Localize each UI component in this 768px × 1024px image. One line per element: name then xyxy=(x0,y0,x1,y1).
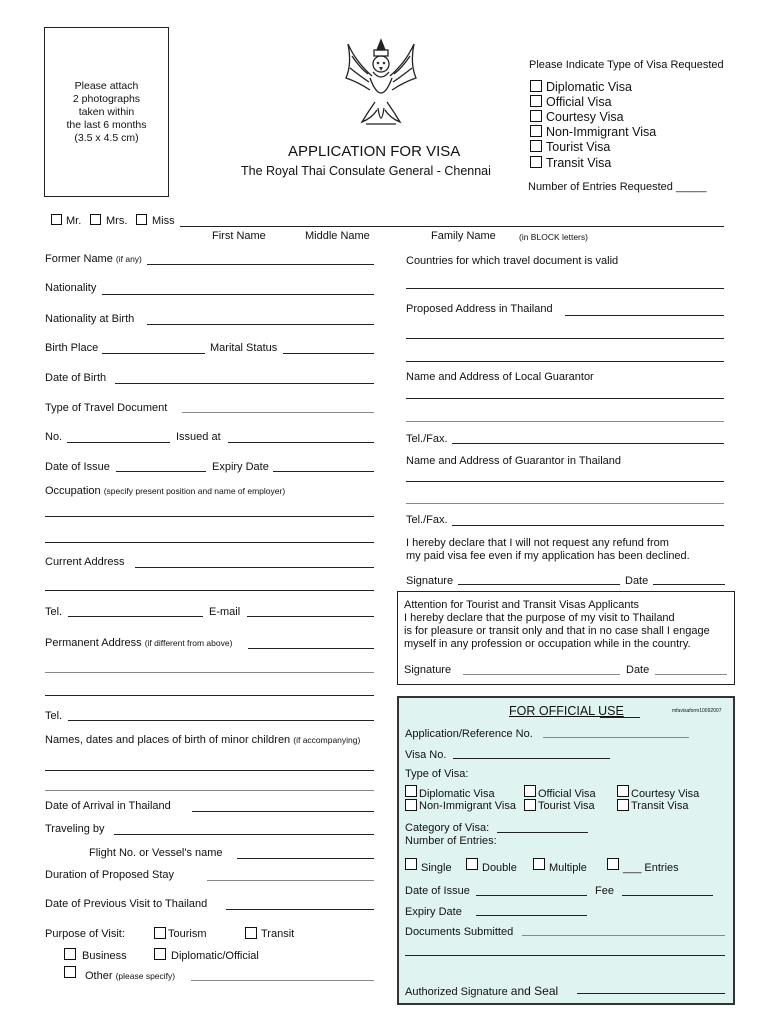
checkbox-other[interactable] xyxy=(64,966,76,978)
checkbox-mrs[interactable] xyxy=(90,214,101,225)
documents-field-1[interactable] xyxy=(522,935,725,936)
single-label: Single xyxy=(421,862,452,874)
option-transit-visa: Transit Visa xyxy=(546,156,612,170)
permanent-address-field-3[interactable] xyxy=(45,695,374,696)
official-checkbox-official[interactable] xyxy=(524,785,536,797)
option-courtesy-visa: Courtesy Visa xyxy=(546,110,624,124)
current-address-field-1[interactable] xyxy=(135,567,374,568)
permanent-address-field-1[interactable] xyxy=(248,648,374,649)
entries-option-label: ___ Entries xyxy=(623,862,679,874)
documents-field-2[interactable] xyxy=(405,955,725,956)
occupation-label: Occupation (specify present position and name of employer) xyxy=(45,485,286,497)
local-guarantor-label: Name and Address of Local Guarantor xyxy=(406,371,594,383)
countries-valid-field[interactable] xyxy=(406,288,724,289)
nationality-field[interactable] xyxy=(102,294,374,295)
checkbox-diplomatic-visa[interactable] xyxy=(530,80,542,92)
guarantor-thailand-field-1[interactable] xyxy=(406,481,724,482)
official-courtesy-label: Courtesy Visa xyxy=(631,788,700,800)
issued-at-label: Issued at xyxy=(176,431,221,443)
tel-field[interactable] xyxy=(68,616,203,617)
date-of-birth-field[interactable] xyxy=(115,383,374,384)
issued-at-field[interactable] xyxy=(228,442,374,443)
other-field[interactable] xyxy=(191,980,374,981)
auth-signature-label: Authorized Signature and Seal xyxy=(405,984,559,998)
purpose-label: Purpose of Visit: xyxy=(45,928,125,940)
category-field[interactable] xyxy=(497,832,588,833)
birth-place-field[interactable] xyxy=(102,353,205,354)
official-checkbox-diplomatic[interactable] xyxy=(405,785,417,797)
flight-no-field[interactable] xyxy=(237,858,374,859)
form-subtitle: The Royal Thai Consulate General - Chennai xyxy=(241,164,491,178)
checkbox-tourism[interactable] xyxy=(154,927,166,939)
date-field[interactable] xyxy=(653,584,725,585)
official-non-immigrant-label: Non-Immigrant Visa xyxy=(419,800,516,812)
official-use-box xyxy=(397,696,735,1005)
marital-status-label: Marital Status xyxy=(210,342,278,354)
former-name-field[interactable] xyxy=(147,264,374,265)
date-of-issue-label: Date of Issue xyxy=(45,461,110,473)
travel-doc-label: Type of Travel Document xyxy=(45,402,168,414)
expiry-date-label: Expiry Date xyxy=(212,461,269,473)
permanent-address-label: Permanent Address (if different from above) xyxy=(45,637,233,649)
option-official-visa: Official Visa xyxy=(546,95,612,109)
checkbox-diplomatic-official[interactable] xyxy=(154,948,166,960)
title-miss: Miss xyxy=(152,215,175,227)
official-date-of-issue-label: Date of Issue xyxy=(405,885,470,897)
previous-visit-field[interactable] xyxy=(226,909,374,910)
occupation-field-1[interactable] xyxy=(45,516,374,517)
attention-signature-field[interactable] xyxy=(463,674,620,675)
fee-label: Fee xyxy=(595,885,614,897)
middle-name-caption: Middle Name xyxy=(305,230,370,242)
telfax1-field[interactable] xyxy=(452,443,724,444)
entries-label: Number of Entries: xyxy=(405,835,497,847)
official-heading-underline xyxy=(600,717,640,718)
checkbox-transit[interactable] xyxy=(245,927,257,939)
date-label: Date xyxy=(625,575,649,587)
reference-no-label: Application/Reference No. xyxy=(405,728,533,740)
birth-place-label: Birth Place xyxy=(45,342,99,354)
attention-date-field[interactable] xyxy=(655,674,727,675)
official-official-label: Official Visa xyxy=(538,788,596,800)
title-mrs: Mrs. xyxy=(106,215,128,227)
official-tourist-label: Tourist Visa xyxy=(538,800,595,812)
guarantor-thailand-label: Name and Address of Guarantor in Thailand xyxy=(406,455,622,467)
attention-line2: is for pleasure or transit only and that in no case shall I engage xyxy=(404,625,710,637)
photo-instructions: Please attach 2 photographs taken within the last 6 months (3.5 x 4.5 cm) xyxy=(66,79,147,144)
attention-heading: Attention for Tourist and Transit Visas Applicants xyxy=(404,599,640,611)
minor-children-label: Names, dates and places of birth of minor children (if accompanying) xyxy=(45,734,361,746)
duration-label: Duration of Proposed Stay xyxy=(45,869,175,881)
official-checkbox-entries[interactable] xyxy=(607,858,619,870)
guarantor-thailand-field-2[interactable] xyxy=(406,503,724,504)
checkbox-non-immigrant-visa[interactable] xyxy=(530,125,542,137)
visa-no-label: Visa No. xyxy=(405,749,447,761)
declaration-line1: I hereby declare that I will not request any refund from xyxy=(406,537,669,549)
proposed-address-field-3[interactable] xyxy=(406,361,724,362)
arrival-date-field[interactable] xyxy=(192,811,374,812)
date-of-birth-label: Date of Birth xyxy=(45,372,107,384)
former-name-label: Former Name (if any) xyxy=(45,253,142,265)
official-expiry-field[interactable] xyxy=(476,915,587,916)
auth-signature-field[interactable] xyxy=(577,993,725,994)
telfax2-label: Tel./Fax. xyxy=(406,514,448,526)
arrival-date-label: Date of Arrival in Thailand xyxy=(45,800,171,812)
local-guarantor-field-1[interactable] xyxy=(406,398,724,399)
traveling-by-field[interactable] xyxy=(114,834,374,835)
previous-visit-label: Date of Previous Visit to Thailand xyxy=(45,898,208,910)
proposed-address-field-1[interactable] xyxy=(565,315,724,316)
multiple-label: Multiple xyxy=(549,862,587,874)
declaration-line2: my paid visa fee even if my application has been declined. xyxy=(406,550,690,562)
official-date-of-issue-field[interactable] xyxy=(476,895,587,896)
traveling-by-label: Traveling by xyxy=(45,823,105,835)
proposed-address-label: Proposed Address in Thailand xyxy=(406,303,553,315)
expiry-date-field[interactable] xyxy=(273,471,374,472)
option-non-immigrant-visa: Non-Immigrant Visa xyxy=(546,125,657,139)
attention-signature-label: Signature xyxy=(404,664,452,676)
official-checkbox-tourist[interactable] xyxy=(524,799,536,811)
current-address-label: Current Address xyxy=(45,556,125,568)
email-field[interactable] xyxy=(247,616,374,617)
official-checkbox-non-immigrant[interactable] xyxy=(405,799,417,811)
diplomatic-official-label: Diplomatic/Official xyxy=(171,950,259,962)
tel2-field[interactable] xyxy=(68,720,374,721)
official-use-heading: FOR OFFICIAL USE xyxy=(509,704,624,718)
duration-field[interactable] xyxy=(207,880,374,881)
category-label: Category of Visa: xyxy=(405,822,490,834)
official-checkbox-courtesy[interactable] xyxy=(617,785,629,797)
name-field[interactable] xyxy=(180,226,724,227)
visa-no-field[interactable] xyxy=(453,758,610,759)
doc-no-label: No. xyxy=(45,431,63,443)
checkbox-tourist-visa[interactable] xyxy=(530,140,542,152)
type-of-visa-label: Type of Visa: xyxy=(405,768,469,780)
option-diplomatic-visa: Diplomatic Visa xyxy=(546,80,632,94)
checkbox-miss[interactable] xyxy=(136,214,147,225)
telfax2-field[interactable] xyxy=(452,525,724,526)
travel-doc-field[interactable] xyxy=(182,412,374,413)
fee-field[interactable] xyxy=(622,895,713,896)
tel-label: Tel. xyxy=(45,606,63,618)
occupation-field-2[interactable] xyxy=(45,542,374,543)
signature-label: Signature xyxy=(406,575,454,587)
signature-field[interactable] xyxy=(458,584,620,585)
garuda-emblem-icon xyxy=(342,38,420,130)
nationality-label: Nationality xyxy=(45,282,97,294)
photo-attachment-box xyxy=(44,27,169,197)
option-tourist-visa: Tourist Visa xyxy=(546,140,611,154)
transit-label: Transit xyxy=(261,928,295,940)
visa-type-heading: Please Indicate Type of Visa Requested xyxy=(529,59,724,71)
title-mr: Mr. xyxy=(66,215,82,227)
official-expiry-label: Expiry Date xyxy=(405,906,462,918)
checkbox-business[interactable] xyxy=(64,948,76,960)
nationality-birth-label: Nationality at Birth xyxy=(45,313,135,325)
telfax1-label: Tel./Fax. xyxy=(406,433,448,445)
current-address-field-2[interactable] xyxy=(45,590,374,591)
official-diplomatic-label: Diplomatic Visa xyxy=(419,788,495,800)
attention-line1: I hereby declare that the purpose of my visit to Thailand xyxy=(404,612,675,624)
minor-children-field-2[interactable] xyxy=(45,790,374,791)
block-letters-note: (in BLOCK letters) xyxy=(519,232,588,242)
official-transit-label: Transit Visa xyxy=(631,800,689,812)
local-guarantor-field-2[interactable] xyxy=(406,421,724,422)
tourism-label: Tourism xyxy=(168,928,207,940)
countries-valid-label: Countries for which travel document is valid xyxy=(406,255,619,267)
marital-status-field[interactable] xyxy=(283,353,374,354)
checkbox-courtesy-visa[interactable] xyxy=(530,110,542,122)
official-checkbox-single[interactable] xyxy=(405,858,417,870)
tel2-label: Tel. xyxy=(45,710,63,722)
official-checkbox-double[interactable] xyxy=(466,858,478,870)
double-label: Double xyxy=(482,862,517,874)
flight-no-label: Flight No. or Vessel's name xyxy=(89,847,223,859)
entries-requested-label[interactable]: Number of Entries Requested _____ xyxy=(528,181,707,193)
official-checkbox-multiple[interactable] xyxy=(533,858,545,870)
email-label: E-mail xyxy=(209,606,241,618)
form-title: APPLICATION FOR VISA xyxy=(288,143,461,160)
other-label: Other (please specify) xyxy=(85,970,176,982)
proposed-address-field-2[interactable] xyxy=(406,338,724,339)
nationality-birth-field[interactable] xyxy=(147,324,374,325)
doc-no-field[interactable] xyxy=(67,442,170,443)
checkbox-official-visa[interactable] xyxy=(530,95,542,107)
checkbox-mr[interactable] xyxy=(51,214,62,225)
business-label: Business xyxy=(82,950,127,962)
first-name-caption: First Name xyxy=(212,230,266,242)
form-code: mfavisaform10092007 xyxy=(672,708,722,714)
documents-label: Documents Submitted xyxy=(405,926,514,938)
date-of-issue-field[interactable] xyxy=(116,471,206,472)
minor-children-field-1[interactable] xyxy=(45,770,374,771)
permanent-address-field-2[interactable] xyxy=(45,672,374,673)
checkbox-transit-visa[interactable] xyxy=(530,156,542,168)
official-checkbox-transit[interactable] xyxy=(617,799,629,811)
reference-no-field[interactable] xyxy=(543,737,689,738)
attention-line3: myself in any profession or occupation while in the country. xyxy=(404,638,691,650)
attention-date-label: Date xyxy=(626,664,650,676)
family-name-caption: Family Name xyxy=(431,230,496,242)
